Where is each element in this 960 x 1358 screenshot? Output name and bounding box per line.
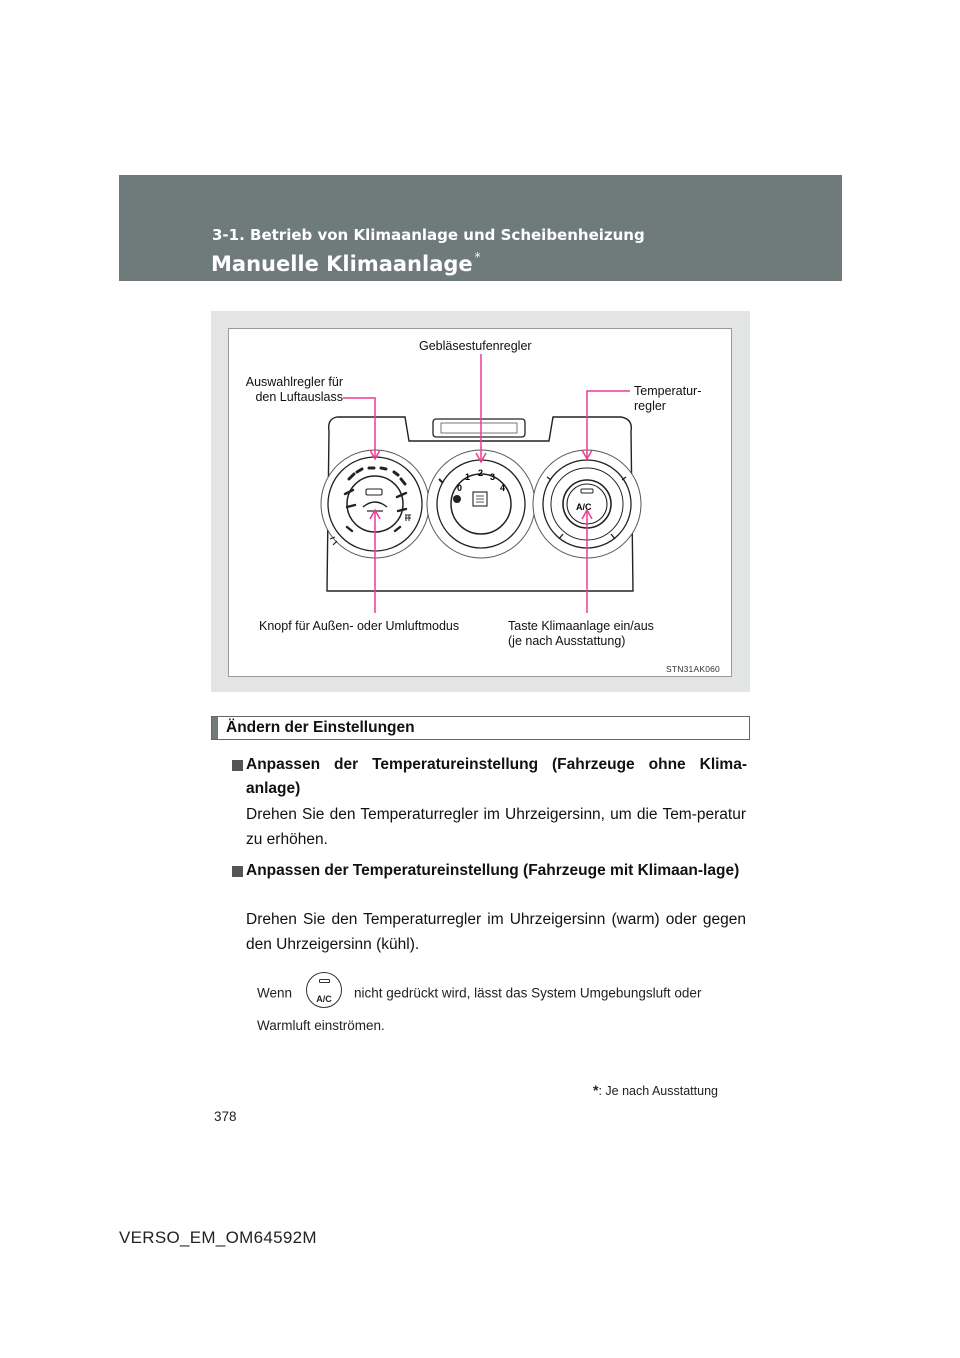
document-code: VERSO_EM_OM64592M [119, 1228, 317, 1247]
subsection-bar [212, 717, 218, 739]
page-number: 378 [214, 1109, 237, 1124]
item-heading-1 [232, 753, 747, 801]
subsection-title: Ändern der Einstellungen [226, 719, 415, 736]
footnote-text: : Je nach Ausstattung [598, 1084, 718, 1098]
label-fan-speed: Gebläsestufenregler [419, 339, 532, 353]
climate-panel-figure [228, 328, 732, 677]
label-ac-line2: (je nach Ausstattung) [508, 634, 626, 648]
item-text-1: Drehen Sie den Temperaturregler im Uhrzeigersinn, um die Tem-peratur zu erhöhen. [246, 806, 746, 848]
ac-icon-label: A/C [316, 994, 332, 1004]
figure-code: STN31AK060 [666, 664, 720, 674]
subsection-heading [211, 716, 750, 740]
fan-step-0: 0 [457, 483, 463, 493]
page-title [211, 250, 481, 276]
section-title: 3-1. Betrieb von Klimaanlage und Scheibenheizung [212, 226, 645, 244]
item-heading-2-text: Anpassen der Temperatureinstellung (Fahrzeuge mit Klimaan-lage) [246, 862, 740, 879]
display-inner [441, 423, 517, 433]
label-ac-button [508, 619, 654, 649]
footnote [593, 1082, 718, 1098]
fan-speed-knob [427, 450, 535, 558]
ac-button-label: A/C [576, 502, 592, 512]
note-before: Wenn [257, 985, 293, 1001]
item-heading-1-text: Anpassen der Temperatureinstellung (Fahrzeuge ohne Klima-anlage) [246, 756, 747, 797]
label-mode-line1: Auswahlregler für [245, 375, 343, 389]
item-text-2: Drehen Sie den Temperaturregler im Uhrzeigersinn (warm) oder gegen den Uhrzeigersinn (kühl). [246, 911, 746, 953]
square-bullet-icon [232, 866, 243, 877]
note-text [257, 976, 747, 1040]
fan-step-3: 3 [490, 472, 496, 482]
label-ac-line1: Taste Klimaanlage ein/aus [508, 619, 654, 633]
fan-step-2: 2 [478, 468, 484, 478]
item-heading-2 [232, 859, 747, 883]
ac-button-icon [306, 972, 342, 1008]
label-mode-line2: den Luftauslass [255, 390, 343, 404]
watermark: carmanualsonline.info [747, 1334, 896, 1350]
page-title-text: Manuelle Klimaanlage [211, 252, 473, 276]
title-footnote-mark: * [474, 250, 481, 264]
footnote-mark: * [593, 1082, 599, 1098]
fan-step-1: 1 [465, 472, 471, 482]
note-after: nicht gedrückt wird, lässt das System Umgebungsluft oder Warmluft einströmen. [257, 985, 702, 1033]
label-recirculation: Knopf für Außen- oder Umluftmodus [259, 619, 460, 633]
label-temp-line2: regler [634, 399, 666, 413]
square-bullet-icon [232, 760, 243, 771]
label-mode-selector [236, 375, 343, 405]
label-temperature [634, 384, 701, 414]
fan-step-4: 4 [500, 483, 506, 493]
label-temp-line1: Temperatur- [634, 384, 702, 398]
